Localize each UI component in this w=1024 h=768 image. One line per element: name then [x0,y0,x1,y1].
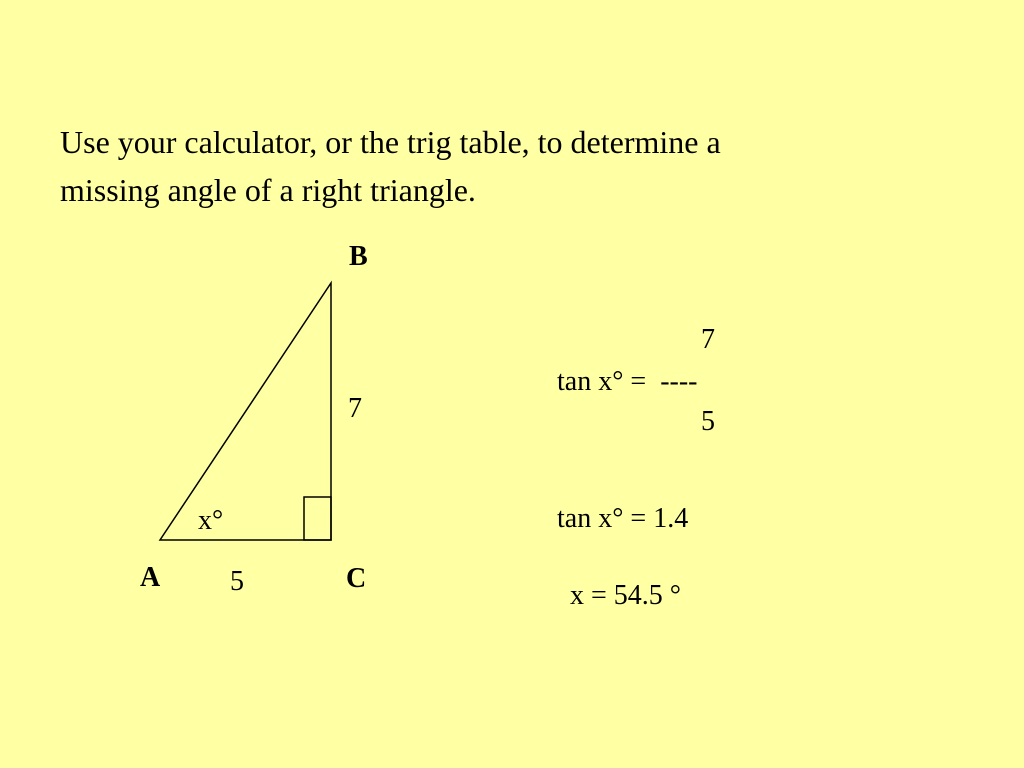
side-bc-label: 7 [348,393,362,424]
intro-line-2: missing angle of a right triangle. [60,172,476,208]
tan-equation-fraction: tan x° = ---- [557,366,698,397]
triangle-outline [160,283,331,540]
vertex-a-label: A [140,562,161,593]
vertex-b-label: B [349,241,368,272]
angle-x-label: x° [198,505,224,536]
vertex-c-label: C [346,563,367,594]
side-ac-label: 5 [230,566,244,597]
fraction-denominator: 5 [701,406,715,437]
intro-line-1: Use your calculator, or the trig table, to determine a [60,124,721,160]
fraction-numerator: 7 [701,324,715,355]
tan-equation-value: tan x° = 1.4 [557,503,689,534]
right-angle-marker [304,497,331,540]
angle-answer: x = 54.5 ° [570,580,681,611]
